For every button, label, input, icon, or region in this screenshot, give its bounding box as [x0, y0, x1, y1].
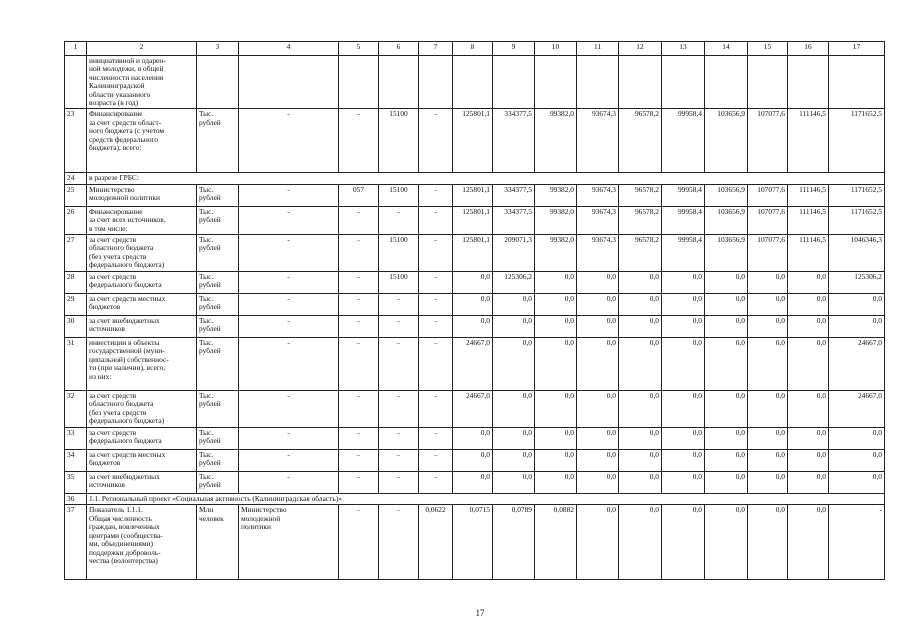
table-cell: 0,0	[577, 450, 619, 472]
row-number-cell: 31	[65, 338, 87, 391]
table-body	[65, 42, 885, 580]
table-cell: 0,0	[662, 294, 705, 316]
table-cell: Млн человек	[197, 505, 239, 580]
table-cell: 99958,4	[662, 206, 705, 234]
table-cell	[577, 56, 619, 109]
table-cell: 0,0	[619, 391, 662, 428]
table-cell: 0,0	[705, 272, 748, 294]
header-cell: 1	[65, 42, 87, 56]
table-row	[65, 472, 885, 494]
table-cell: 1171652,5	[829, 206, 885, 234]
table-cell: 99382,0	[535, 109, 577, 173]
table-cell: -	[379, 206, 419, 234]
row-number-cell	[65, 56, 87, 109]
table-cell: -	[379, 472, 419, 494]
header-cell: 6	[379, 42, 419, 56]
table-cell: -	[339, 294, 379, 316]
table-cell	[379, 56, 419, 109]
row-number-cell: 36	[65, 494, 87, 505]
table-cell: -	[239, 109, 339, 173]
table-cell: 0,0	[748, 428, 788, 450]
table-cell: 24667,0	[453, 338, 493, 391]
table-cell: 0,0	[493, 450, 535, 472]
table-cell: 0,0	[493, 391, 535, 428]
row-label-cell: за счет внебюджетных источников	[87, 472, 197, 494]
table-cell: 0,0	[619, 450, 662, 472]
table-cell: 111146,5	[788, 109, 829, 173]
table-cell: 125306,2	[493, 272, 535, 294]
table-cell: 0,0	[705, 391, 748, 428]
table-cell: 0,0	[453, 450, 493, 472]
table-cell: 0,0	[535, 338, 577, 391]
table-cell	[197, 56, 239, 109]
table-cell: 0,0	[453, 428, 493, 450]
table-cell: -	[379, 505, 419, 580]
table-cell: -	[419, 206, 453, 234]
table-cell: 107077,6	[748, 109, 788, 173]
table-cell: 0,0	[748, 450, 788, 472]
table-row	[65, 338, 885, 391]
table-cell: 0,0	[662, 316, 705, 338]
table-row	[65, 109, 885, 173]
table-cell: 0,0	[619, 316, 662, 338]
table-cell: 0,0	[493, 294, 535, 316]
table-cell: 0,0	[453, 472, 493, 494]
table-cell: 0,0	[748, 472, 788, 494]
table-cell: 99382,0	[535, 184, 577, 206]
table-cell: -	[339, 109, 379, 173]
table-cell: 15100	[379, 272, 419, 294]
table-row	[65, 391, 885, 428]
table-cell: 0,0	[829, 428, 885, 450]
table-cell: 99382,0	[535, 235, 577, 272]
table-cell: 0,0	[662, 338, 705, 391]
table-cell: 0,0	[748, 272, 788, 294]
row-number-cell: 28	[65, 272, 87, 294]
table-cell: 0,0	[535, 450, 577, 472]
table-cell: 107077,6	[748, 235, 788, 272]
table-cell	[493, 56, 535, 109]
row-label-cell: Показатель 1.1.1. Общая численность граждан, вовлеченных центрами (сообщества- ми, объединениями) поддержки доброволь- чества (волонтерства)	[87, 505, 197, 580]
row-label-cell: инвестиции в объекты государственной (муни- ципальной) собственнос- ти (при наличии), всего, из них:	[87, 338, 197, 391]
row-label-cell: за счет средств местных бюджетов	[87, 294, 197, 316]
row-number-cell: 29	[65, 294, 87, 316]
row-number-cell: 23	[65, 109, 87, 173]
table-cell: 1171652,5	[829, 184, 885, 206]
table-cell: -	[339, 235, 379, 272]
table-row	[65, 294, 885, 316]
table-cell: -	[339, 472, 379, 494]
table-cell: -	[239, 450, 339, 472]
table-cell: Тыс. рублей	[197, 235, 239, 272]
table-cell: -	[239, 472, 339, 494]
table-cell: 103656,9	[705, 206, 748, 234]
table-cell: 93674,3	[577, 184, 619, 206]
header-cell: 16	[788, 42, 829, 56]
table-cell: -	[379, 450, 419, 472]
table-cell: 0,0	[788, 272, 829, 294]
table-cell: 0,0	[577, 505, 619, 580]
table-cell: -	[419, 472, 453, 494]
header-cell: 17	[829, 42, 885, 56]
header-cell: 11	[577, 42, 619, 56]
budget-table	[64, 41, 885, 580]
table-cell: 0,0	[788, 316, 829, 338]
table-cell: 0,0	[577, 272, 619, 294]
table-cell: 15100	[379, 184, 419, 206]
row-number-cell: 33	[65, 428, 87, 450]
table-cell: 0,0	[577, 391, 619, 428]
table-cell: 0,0	[453, 294, 493, 316]
table-cell: 334377,5	[493, 109, 535, 173]
table-cell: 125801,1	[453, 109, 493, 173]
table-cell: 0,0	[577, 472, 619, 494]
table-cell: Тыс. рублей	[197, 428, 239, 450]
header-cell: 10	[535, 42, 577, 56]
table-cell: -	[379, 316, 419, 338]
row-label-cell: инициативной и одарен- ной молодежи, в общей численности населения Калининградской области указанного возраста (в год)	[87, 56, 197, 109]
table-row	[65, 173, 885, 184]
table-cell: -	[419, 235, 453, 272]
table-cell: -	[239, 338, 339, 391]
table-cell: -	[419, 272, 453, 294]
table-cell: 93674,3	[577, 235, 619, 272]
row-label-cell: за счет внебюджетных источников	[87, 316, 197, 338]
table-cell: 103656,9	[705, 109, 748, 173]
table-cell: 0,0	[705, 472, 748, 494]
table-cell: 0,0	[788, 505, 829, 580]
table-cell: 125801,1	[453, 206, 493, 234]
row-number-cell: 32	[65, 391, 87, 428]
row-number-cell: 26	[65, 206, 87, 234]
table-cell: -	[239, 206, 339, 234]
table-cell: 96578,2	[619, 206, 662, 234]
row-label-cell: Финансирование за счет всех источников, в том числе:	[87, 206, 197, 234]
table-cell: 24667,0	[453, 391, 493, 428]
table-cell: 0,0	[577, 316, 619, 338]
table-cell: -	[339, 338, 379, 391]
table-cell: -	[419, 184, 453, 206]
table-cell: 0,0	[705, 294, 748, 316]
table-cell: 0,0	[493, 428, 535, 450]
row-label-cell: Министерство молодежной политики	[87, 184, 197, 206]
table-cell: 0,0	[788, 338, 829, 391]
table-cell: 0,0622	[419, 505, 453, 580]
table-cell: 24667,0	[829, 391, 885, 428]
table-cell: 0,0	[619, 338, 662, 391]
table-cell: 107077,6	[748, 206, 788, 234]
header-cell: 8	[453, 42, 493, 56]
table-cell	[419, 56, 453, 109]
header-cell: 12	[619, 42, 662, 56]
table-cell	[339, 56, 379, 109]
table-cell: 0,0	[535, 316, 577, 338]
table-cell: 111146,5	[788, 206, 829, 234]
table-cell: 107077,6	[748, 184, 788, 206]
table-cell: 0,0	[493, 316, 535, 338]
table-cell: 99958,4	[662, 109, 705, 173]
table-cell: -	[379, 294, 419, 316]
table-cell: -	[239, 235, 339, 272]
row-label-cell: за счет средств областного бюджета (без учета средств федерального бюджета)	[87, 391, 197, 428]
header-cell: 4	[239, 42, 339, 56]
table-cell: 0,0	[662, 450, 705, 472]
table-cell: 057	[339, 184, 379, 206]
table-row	[65, 450, 885, 472]
table-cell: 0,0	[662, 391, 705, 428]
table-row	[65, 272, 885, 294]
row-number-cell: 25	[65, 184, 87, 206]
table-cell: 0,0	[748, 294, 788, 316]
row-number-cell: 37	[65, 505, 87, 580]
table-cell: -	[339, 272, 379, 294]
table-cell: 0,0715	[453, 505, 493, 580]
table-cell	[619, 56, 662, 109]
table-cell: -	[419, 316, 453, 338]
table-cell	[662, 56, 705, 109]
table-cell: 1171652,5	[829, 109, 885, 173]
table-cell: Тыс. рублей	[197, 338, 239, 391]
row-label-cell: в разрезе ГРБС:	[87, 173, 885, 184]
table-cell: Министерство молодежной политики	[239, 505, 339, 580]
table-cell: 103656,9	[705, 184, 748, 206]
table-cell: -	[239, 428, 339, 450]
table-cell: -	[419, 109, 453, 173]
table-cell: -	[339, 428, 379, 450]
table-cell: 0,0	[577, 294, 619, 316]
table-cell: -	[419, 294, 453, 316]
table-cell	[748, 56, 788, 109]
table-cell: 0,0	[619, 294, 662, 316]
table-cell: -	[379, 391, 419, 428]
header-cell: 7	[419, 42, 453, 56]
table-cell: 0,0	[662, 472, 705, 494]
table-cell: Тыс. рублей	[197, 272, 239, 294]
table-cell: 125306,2	[829, 272, 885, 294]
table-cell: 0,0	[453, 316, 493, 338]
table-cell: 0,0	[788, 472, 829, 494]
row-label-cell: 1.1. Региональный проект «Социальная активность (Калининградская область)»	[87, 494, 885, 505]
table-cell: 125801,1	[453, 235, 493, 272]
table-cell: 1046346,3	[829, 235, 885, 272]
header-row	[65, 42, 885, 56]
table-cell: 0,0	[788, 391, 829, 428]
table-cell	[239, 56, 339, 109]
table-cell: 0,0	[619, 272, 662, 294]
table-cell: 0,0	[705, 316, 748, 338]
table-cell: -	[379, 338, 419, 391]
table-cell: 0,0	[829, 316, 885, 338]
table-cell: Тыс. рублей	[197, 316, 239, 338]
table-cell: 0,0	[493, 472, 535, 494]
table-cell: 0,0	[705, 428, 748, 450]
table-row	[65, 494, 885, 505]
table-cell: -	[339, 505, 379, 580]
table-cell: 0,0	[705, 505, 748, 580]
table-cell: -	[239, 184, 339, 206]
header-cell: 5	[339, 42, 379, 56]
header-cell: 2	[87, 42, 197, 56]
table-cell: -	[419, 428, 453, 450]
table-cell: -	[239, 391, 339, 428]
table-cell	[535, 56, 577, 109]
table-cell: 96578,2	[619, 184, 662, 206]
table-cell: 0,0	[619, 472, 662, 494]
table-cell: 0,0	[662, 428, 705, 450]
row-number-cell: 35	[65, 472, 87, 494]
table-row	[65, 56, 885, 109]
header-cell: 3	[197, 42, 239, 56]
table-cell	[453, 56, 493, 109]
table-cell: 0,0	[705, 338, 748, 391]
table-cell: Тыс. рублей	[197, 109, 239, 173]
table-row	[65, 206, 885, 234]
table-row	[65, 235, 885, 272]
table-cell: 93674,3	[577, 206, 619, 234]
table-cell: 0,0	[748, 316, 788, 338]
table-cell: 0,0	[748, 338, 788, 391]
table-cell: 0,0	[829, 472, 885, 494]
row-label-cell: за счет средств федерального бюджета	[87, 272, 197, 294]
table-cell: -	[419, 450, 453, 472]
table-cell: 0,0	[493, 338, 535, 391]
row-number-cell: 24	[65, 173, 87, 184]
table-cell: 0,0	[535, 391, 577, 428]
table-cell: -	[829, 505, 885, 580]
row-label-cell: Финансирование за счет средств област- ного бюджета (с учетом средств федерального бюджета), всего:	[87, 109, 197, 173]
table-cell: 111146,5	[788, 235, 829, 272]
table-cell: 0,0	[535, 472, 577, 494]
header-cell: 9	[493, 42, 535, 56]
table-row	[65, 505, 885, 580]
table-cell: 0,0	[453, 272, 493, 294]
table-cell: 0,0	[662, 272, 705, 294]
table-cell: 15100	[379, 235, 419, 272]
table-cell: -	[339, 206, 379, 234]
table-cell: 24667,0	[829, 338, 885, 391]
table-cell: -	[419, 338, 453, 391]
table-cell: 0,0	[577, 428, 619, 450]
table-cell: 99958,4	[662, 184, 705, 206]
table-cell: 0,0	[748, 391, 788, 428]
table-cell: -	[339, 316, 379, 338]
table-cell: 0,0	[705, 450, 748, 472]
table-cell: Тыс. рублей	[197, 294, 239, 316]
table-cell: -	[239, 294, 339, 316]
table-cell: 125801,1	[453, 184, 493, 206]
table-cell: Тыс. рублей	[197, 450, 239, 472]
table-cell: 96578,2	[619, 109, 662, 173]
table-cell: Тыс. рублей	[197, 184, 239, 206]
table-cell: 0,0	[662, 505, 705, 580]
table-row	[65, 316, 885, 338]
table-cell: 0,0	[748, 505, 788, 580]
table-cell	[788, 56, 829, 109]
table-cell: 111146,5	[788, 184, 829, 206]
table-cell: -	[239, 316, 339, 338]
table-cell: 93674,3	[577, 109, 619, 173]
row-label-cell: за счет средств местных бюджетов	[87, 450, 197, 472]
table-row	[65, 184, 885, 206]
table-cell: 0,0789	[493, 505, 535, 580]
table-cell: 0,0	[788, 450, 829, 472]
table-cell: 99958,4	[662, 235, 705, 272]
table-cell: 96578,2	[619, 235, 662, 272]
table-cell: 0,0	[829, 450, 885, 472]
table-cell: 0,0	[535, 428, 577, 450]
header-cell: 13	[662, 42, 705, 56]
table-cell: 0,0	[577, 338, 619, 391]
header-cell: 15	[748, 42, 788, 56]
row-number-cell: 34	[65, 450, 87, 472]
row-number-cell: 27	[65, 235, 87, 272]
table-row	[65, 428, 885, 450]
table-cell: 0,0882	[535, 505, 577, 580]
table-cell: Тыс. рублей	[197, 391, 239, 428]
table-cell: 0,0	[619, 428, 662, 450]
table-cell: -	[239, 272, 339, 294]
table-cell: 209071,3	[493, 235, 535, 272]
table-cell: 0,0	[619, 505, 662, 580]
row-label-cell: за счет средств областного бюджета (без учета средств федерального бюджета)	[87, 235, 197, 272]
table-cell: 0,0	[535, 294, 577, 316]
row-number-cell: 30	[65, 316, 87, 338]
table-cell: 334377,5	[493, 184, 535, 206]
table-cell: 334377,5	[493, 206, 535, 234]
table-cell: -	[419, 391, 453, 428]
table-cell: Тыс. рублей	[197, 206, 239, 234]
table-cell: -	[339, 391, 379, 428]
table-cell: 0,0	[788, 294, 829, 316]
table-cell: 103656,9	[705, 235, 748, 272]
table-cell: 0,0	[788, 428, 829, 450]
table-cell: Тыс. рублей	[197, 472, 239, 494]
table-cell: -	[379, 428, 419, 450]
table-cell	[705, 56, 748, 109]
table-cell: 0,0	[535, 272, 577, 294]
row-label-cell: за счет средств федерального бюджета	[87, 428, 197, 450]
table-cell: 0,0	[829, 294, 885, 316]
page-number: 17	[475, 608, 485, 618]
table-cell: 15100	[379, 109, 419, 173]
table-cell: -	[339, 450, 379, 472]
header-cell: 14	[705, 42, 748, 56]
table-cell: 99382,0	[535, 206, 577, 234]
table-cell	[829, 56, 885, 109]
